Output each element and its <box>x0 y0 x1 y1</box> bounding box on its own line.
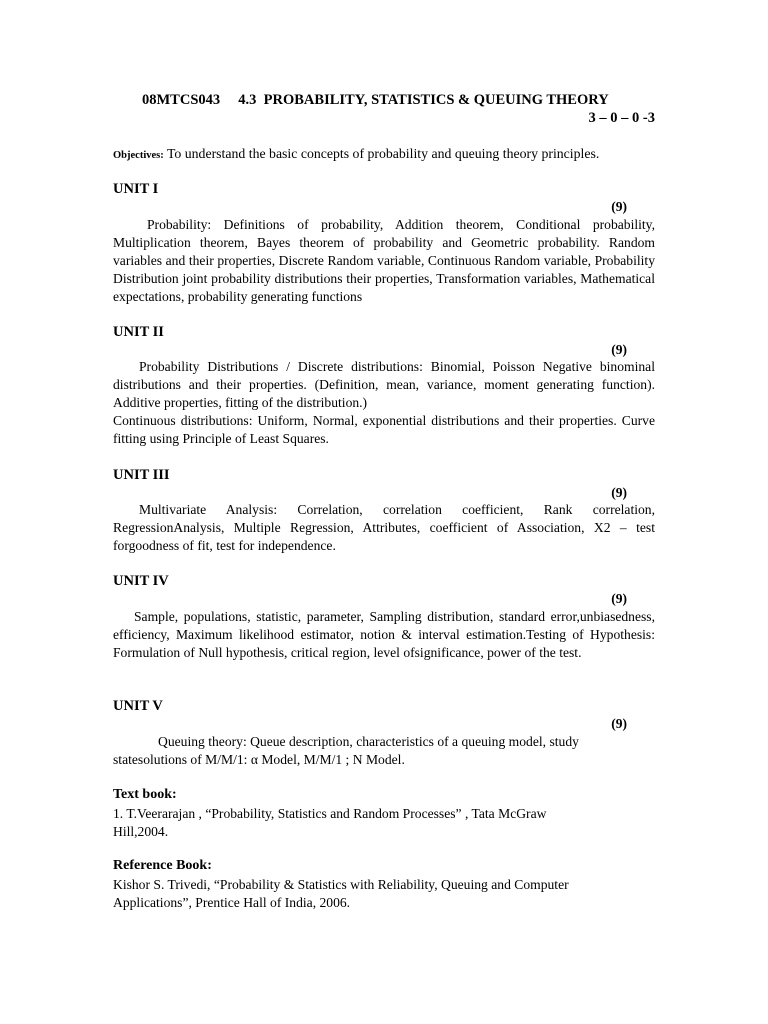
unit-5-marks: (9) <box>611 716 627 731</box>
objectives <box>113 146 599 162</box>
unit-4-content <box>113 608 655 662</box>
unit-4-heading: UNIT IV <box>113 573 169 589</box>
text-book-entry <box>113 805 653 840</box>
unit-1-heading: UNIT I <box>113 181 159 197</box>
unit-3-heading: UNIT III <box>113 467 170 483</box>
reference-book-entry <box>113 876 653 911</box>
objectives-text: To understand the basic concepts of probability and queuing theory principles. <box>166 146 600 161</box>
text-book-line: Hill,2004. <box>113 823 169 839</box>
unit-3-marks: (9) <box>611 485 627 500</box>
unit-2-content <box>113 358 655 448</box>
unit-2-paragraph: Probability Distributions / Discrete distributions: Binomial, Poisson Negative binominal distributions and their properties. (Definition, mean, variance, moment generating function). Additive properties, fitting of the distribution.) <box>113 359 655 410</box>
course-code: 08MTCS043 <box>142 92 221 108</box>
reference-book-line: Applications”, Prentice Hall of India, 2006. <box>113 894 351 910</box>
unit-2-paragraph: Continuous distributions: Uniform, Normal, exponential distributions and their properties. Curve fitting using Principle of Least Squares. <box>113 413 655 446</box>
unit-1-content <box>113 216 655 306</box>
course-number: 4.3 <box>238 92 257 108</box>
reference-book-line: Kishor S. Trivedi, “Probability & Statistics with Reliability, Queuing and Computer <box>113 877 569 892</box>
unit-1-marks: (9) <box>611 199 627 214</box>
text-book-heading: Text book: <box>113 787 177 802</box>
unit-2-heading: UNIT II <box>113 324 164 340</box>
unit-2-marks: (9) <box>611 342 627 357</box>
unit-1-paragraph: Probability: Definitions of probability, Addition theorem, Conditional probability, Multiplication theorem, Bayes theorem of probability and Geometric probability. Random variables and their properties, Discrete Random variable, Continuous Random variable, Probability Distribution joint probability distributions their properties, Transformation variables, Mathematical expectations, probability generating functions <box>113 217 655 304</box>
unit-4-paragraph: Sample, populations, statistic, parameter, Sampling distribution, standard error,unbiasedness, efficiency, Maximum likelihood estimator, notion & interval estimation.Testing of Hypothesis: Formulation of Null hypothesis, critical region, level ofsignificance, power of the test. <box>113 609 655 660</box>
objectives-label: Objectives: <box>113 150 164 161</box>
unit-5-content <box>113 733 655 769</box>
unit-5-heading: UNIT V <box>113 698 163 714</box>
unit-3-paragraph: Multivariate Analysis: Correlation, correlation coefficient, Rank correlation, RegressionAnalysis, Multiple Regression, Attributes, coefficient of Association, X2 – test forgoodness of fit, test for independence. <box>113 502 655 553</box>
course-title-line <box>142 92 609 109</box>
unit-5-paragraph: Queuing theory: Queue description, characteristics of a queuing model, study statesolutions of M/M/1: α Model, M/M/1 ; N Model. <box>113 734 579 767</box>
unit-3-content <box>113 501 655 555</box>
reference-book-heading: Reference Book: <box>113 858 212 873</box>
course-title: PROBABILITY, STATISTICS & QUEUING THEORY <box>263 92 609 108</box>
course-credits: 3 – 0 – 0 -3 <box>588 110 655 126</box>
unit-4-marks: (9) <box>611 591 627 606</box>
text-book-line: 1. T.Veerarajan , “Probability, Statistics and Random Processes” , Tata McGraw <box>113 806 547 821</box>
